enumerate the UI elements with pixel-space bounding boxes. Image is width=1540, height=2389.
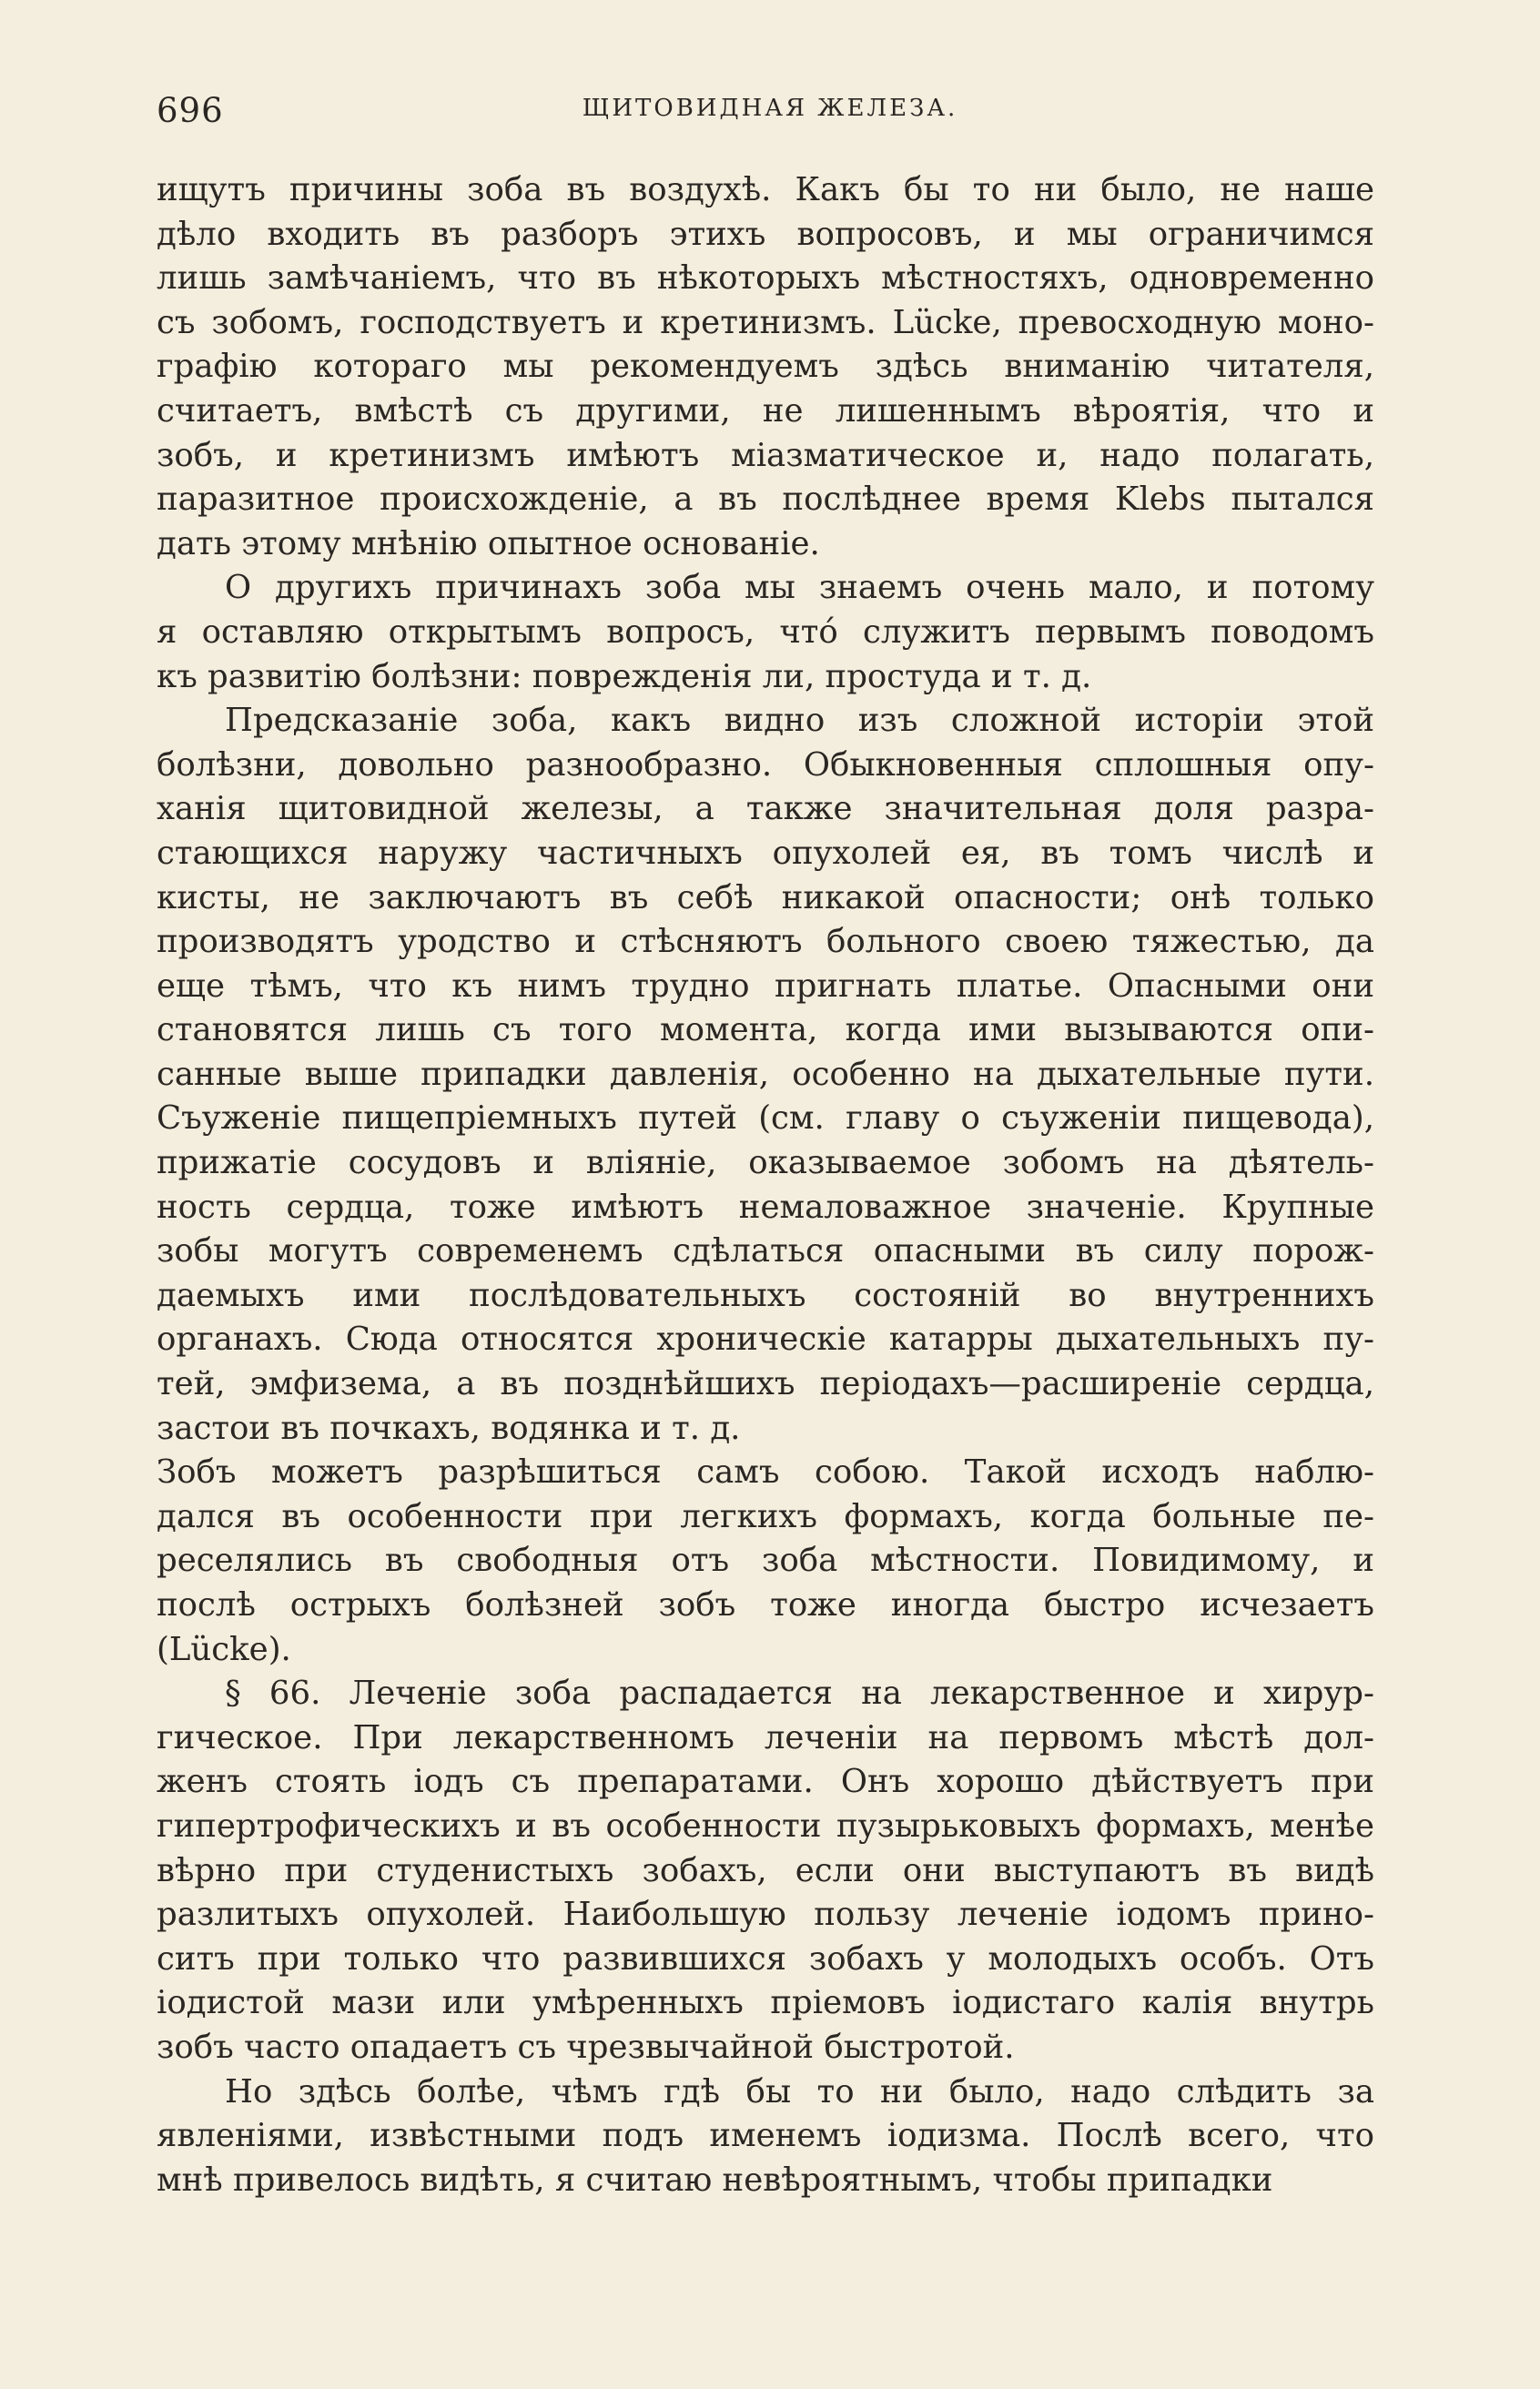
- text-line: § 66. Леченіе зоба распадается на лекарственное и хирур-: [225, 1675, 1374, 1713]
- text-line: къ развитію болѣзни: поврежденія ли, простуда и т. д.: [157, 657, 1092, 695]
- text-line: мнѣ привелось видѣть, я считаю невѣроятнымъ, чтобы припадки: [157, 2161, 1273, 2199]
- text-line: Предсказаніе зоба, какъ видно изъ сложной исторіи этой: [225, 702, 1374, 740]
- text-line: ищутъ причины зоба въ воздухѣ. Какъ бы то ни было, не наше: [157, 171, 1374, 208]
- text-line: еще тѣмъ, что къ нимъ трудно пригнать платье. Опасными они: [157, 967, 1374, 1005]
- text-line: тей, эмфизема, а въ позднѣйшихъ періодахъ—расширеніе сердца,: [157, 1365, 1374, 1403]
- text-line: прижатіе сосудовъ и вліяніе, оказываемое зобомъ на дѣятель-: [157, 1144, 1374, 1182]
- text-line: женъ стоять іодъ съ препаратами. Онъ хорошо дѣйствуетъ при: [157, 1763, 1374, 1801]
- text-line: О другихъ причинахъ зоба мы знаемъ очень мало, и потому: [225, 569, 1374, 607]
- text-line: паразитное происхожденіе, а въ послѣднее время Klebs пытался: [157, 481, 1374, 519]
- text-line: дать этому мнѣнію опытное основаніе.: [157, 524, 820, 562]
- text-line: Съуженіе пищепріемныхъ путей (см. главу о съуженіи пищевода),: [157, 1099, 1374, 1138]
- paragraph: [157, 566, 1374, 699]
- text-line: Зобъ можетъ разрѣшиться самъ собою. Такой исходъ наблю-: [157, 1453, 1374, 1492]
- paragraph: [157, 2070, 1374, 2203]
- text-line: органахъ. Сюда относятся хроническіе катарры дыхательныхъ пу-: [157, 1321, 1374, 1359]
- text-line: графію котораго мы рекомендуемъ здѣсь вниманію читателя,: [157, 348, 1374, 386]
- text-line: даемыхъ ими послѣдовательныхъ состояній во внутреннихъ: [157, 1276, 1374, 1314]
- text-line: послѣ острыхъ болѣзней зобъ тоже иногда быстро исчезаетъ: [157, 1586, 1374, 1624]
- text-line: дѣло входить въ разборъ этихъ вопросовъ, и мы ограничимся: [157, 215, 1374, 253]
- text-line: считаетъ, вмѣстѣ съ другими, не лишеннымъ вѣроятія, что и: [157, 391, 1374, 430]
- text-line: становятся лишь съ того момента, когда ими вызываются опи-: [157, 1011, 1374, 1049]
- text-line: санные выше припадки давленія, особенно на дыхательные пути.: [157, 1055, 1374, 1093]
- page-number: 696: [157, 91, 224, 130]
- paragraph: [157, 168, 1374, 566]
- text-line: производятъ уродство и стѣсняютъ больного своею тяжестью, да: [157, 923, 1374, 961]
- text-line: вѣрно при студенистыхъ зобахъ, если они выступаютъ въ видѣ: [157, 1851, 1374, 1889]
- running-title: ЩИТОВИДНАЯ ЖЕЛЕЗА.: [582, 95, 958, 122]
- text-line: дался въ особенности при легкихъ формахъ, когда больные пе-: [157, 1497, 1374, 1535]
- text-line: ханія щитовидной железы, а также значительная доля разра-: [157, 790, 1374, 828]
- text-line: я оставляю открытымъ вопросъ, что́ служитъ первымъ поводомъ: [157, 612, 1374, 651]
- text-line: гипертрофическихъ и въ особенности пузырьковыхъ формахъ, менѣе: [157, 1807, 1374, 1845]
- text-line: явленіями, извѣстными подъ именемъ іодизма. Послѣ всего, что: [157, 2117, 1374, 2155]
- text-line: лишь замѣчаніемъ, что въ нѣкоторыхъ мѣстностяхъ, одновременно: [157, 259, 1374, 298]
- paragraph: [157, 1672, 1374, 2070]
- text-line: кисты, не заключаютъ въ себѣ никакой опасности; онѣ только: [157, 878, 1374, 916]
- text-line: гическое. При лекарственномъ леченіи на первомъ мѣстѣ дол-: [157, 1718, 1374, 1756]
- text-line: (Lücke).: [157, 1630, 291, 1668]
- text-line: ность сердца, тоже имѣютъ немаловажное значеніе. Крупные: [157, 1188, 1374, 1226]
- text-line: съ зобомъ, господствуетъ и кретинизмъ. Lücke, превосходную моно-: [157, 303, 1374, 341]
- text-line: реселялись въ свободныя отъ зоба мѣстности. Повидимому, и: [157, 1542, 1374, 1580]
- text-line: ситъ при только что развившихся зобахъ у молодыхъ особъ. Отъ: [157, 1939, 1374, 1978]
- body-text: [157, 168, 1374, 2202]
- text-line: Но здѣсь болѣе, чѣмъ гдѣ бы то ни было, надо слѣдить за: [225, 2072, 1374, 2111]
- text-line: разлитыхъ опухолей. Наибольшую пользу леченіе іодомъ прино-: [157, 1896, 1374, 1934]
- text-line: зобъ часто опадаетъ съ чрезвычайной быстротой.: [157, 2028, 1015, 2066]
- text-line: іодистой мази или умѣренныхъ пріемовъ іодистаго калія внутрь: [157, 1984, 1374, 2022]
- text-line: болѣзни, довольно разнообразно. Обыкновенныя сплошныя опу-: [157, 745, 1374, 784]
- text-line: застои въ почкахъ, водянка и т. д.: [157, 1409, 741, 1447]
- paragraph: [157, 699, 1374, 1451]
- text-line: стающихся наружу частичныхъ опухолей ея, въ томъ числѣ и: [157, 834, 1374, 872]
- paragraph: [157, 1451, 1374, 1672]
- text-line: зобы могутъ современемъ сдѣлаться опасными въ силу порож-: [157, 1232, 1374, 1270]
- text-line: зобъ, и кретинизмъ имѣютъ міазматическое и, надо полагать,: [157, 436, 1374, 474]
